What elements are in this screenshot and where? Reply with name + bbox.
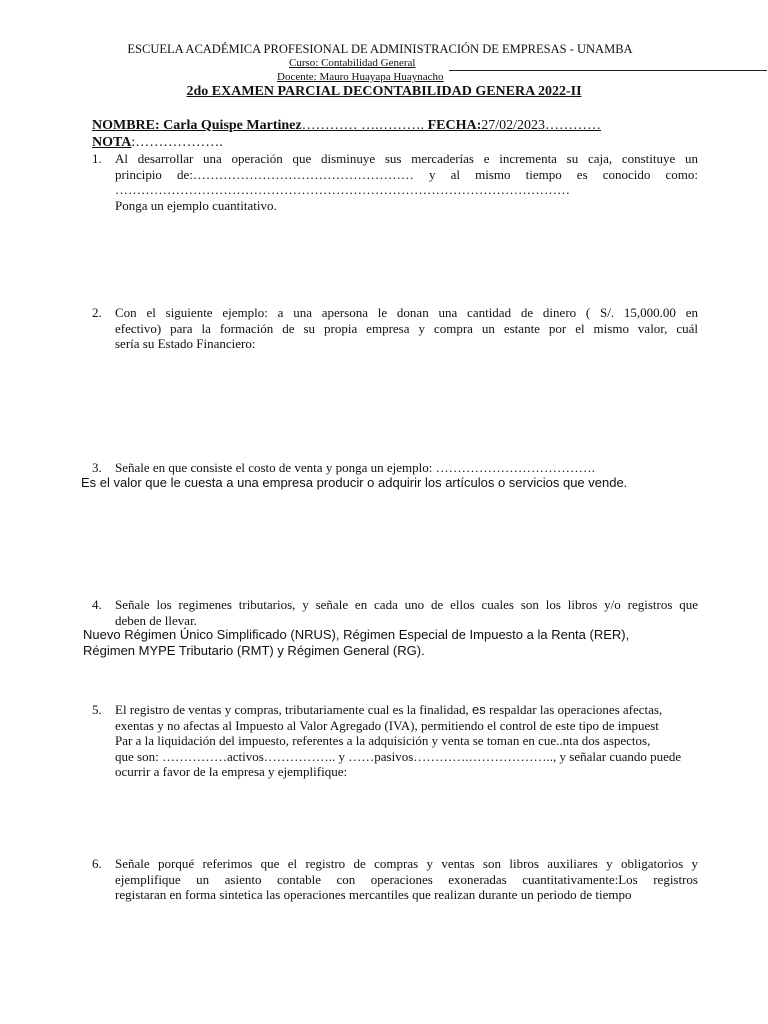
question-line: sería su Estado Financiero: <box>115 336 256 351</box>
teacher-label: Docente: Mauro Huayapa Huaynacho <box>277 71 444 83</box>
question-number: 5. <box>92 702 102 717</box>
grade-label: NOTA <box>92 135 132 150</box>
question-line: Señale en que consiste el costo de venta y ponga un ejemplo: ………………………………. <box>115 460 595 475</box>
question-line: Par a la liquidación del impuesto, referentes a la adquisición y venta se toman en cue..nta dos aspectos, <box>115 733 651 748</box>
question-line <box>92 702 698 718</box>
question-line: deben de llevar. <box>115 612 197 628</box>
grade-line <box>92 135 223 151</box>
question-line: Señale los regimenes tributarios, y señale en cada uno de ellos cuales son los libros y/o registros que <box>115 597 698 612</box>
question-line: principio de:…………………………………………… y al mismo tiempo es conocido como: <box>115 166 698 182</box>
question-line: Con el siguiente ejemplo: a una apersona le donan una cantidad de dinero ( S/. 15,000.00 en <box>115 305 698 320</box>
date-value: 27/02/2023 <box>481 118 546 133</box>
grade-dots: :………………. <box>131 135 223 150</box>
question-line: Al desarrollar una operación que disminuye sus mercaderías e incrementa su caja, constituye un <box>115 151 698 166</box>
question-line: Señale porqué referimos que el registro de compras y ventas son libros auxiliares y obligatorios y <box>115 856 698 871</box>
course-label: Curso: Contabilidad General <box>289 57 416 69</box>
question-1 <box>92 151 698 213</box>
question-text: El registro de ventas y compras, tributariamente cual es la finalidad, <box>115 702 473 717</box>
date-label: FECHA: <box>427 118 482 133</box>
question-3 <box>92 460 698 476</box>
name-label: NOMBRE: <box>92 118 160 133</box>
question-line: ejemplifique un asiento contable con operaciones exoneradas cuantitativamente:Los registros <box>115 871 698 887</box>
date-dots: ………… <box>545 118 602 133</box>
answer-4-line-2: Régimen MYPE Tributario (RMT) y Régimen General (RG). <box>83 643 425 658</box>
header-rule <box>449 70 767 71</box>
question-line: efectivo) para la formación de su propia empresa y compra un estante por el mismo valor, cuál <box>115 320 698 336</box>
inline-answer-rest: respaldar las operaciones afectas, <box>485 702 663 717</box>
question-line: registaran en forma sintetica las operaciones mercantiles que realizan durante un periodo de tiempo <box>115 887 632 902</box>
question-5 <box>92 702 698 780</box>
question-line: exentas y no afectas al Impuesto al Valor Agregado (IVA), permitiendo el control de este tipo de impuest <box>115 717 659 733</box>
student-info-line <box>92 118 601 134</box>
question-number: 3. <box>92 460 102 475</box>
question-line: Ponga un ejemplo cuantitativo. <box>115 197 277 213</box>
inline-answer-start: es <box>472 702 486 717</box>
question-6 <box>92 856 698 903</box>
answer-4-line-1: Nuevo Régimen Único Simplificado (NRUS), Régimen Especial de Impuesto a la Renta (RER), <box>83 627 630 642</box>
question-2 <box>92 305 698 352</box>
name-value: Carla Quispe Martinez <box>163 118 302 133</box>
question-line: …………………………………………………………………………………………… <box>115 182 570 197</box>
question-number: 1. <box>92 151 102 166</box>
question-4 <box>92 597 698 628</box>
name-dots: ………… ….………. <box>301 118 425 133</box>
question-number: 4. <box>92 597 102 612</box>
question-line: que son: ……………activos…………….. y ……pasivos………….……………….., y señalar cuando puede <box>115 748 682 764</box>
school-header: ESCUELA ACADÉMICA PROFESIONAL DE ADMINISTRACIÓN DE EMPRESAS - UNAMBA <box>127 42 633 56</box>
exam-title: 2do EXAMEN PARCIAL DECONTABILIDAD GENERA 2022-II <box>186 84 582 99</box>
question-line: ocurrir a favor de la empresa y ejemplifique: <box>115 764 348 779</box>
question-number: 6. <box>92 856 102 871</box>
answer-3: Es el valor que le cuesta a una empresa producir o adquirir los artículos o servicios que vende. <box>81 475 628 490</box>
question-number: 2. <box>92 305 102 320</box>
